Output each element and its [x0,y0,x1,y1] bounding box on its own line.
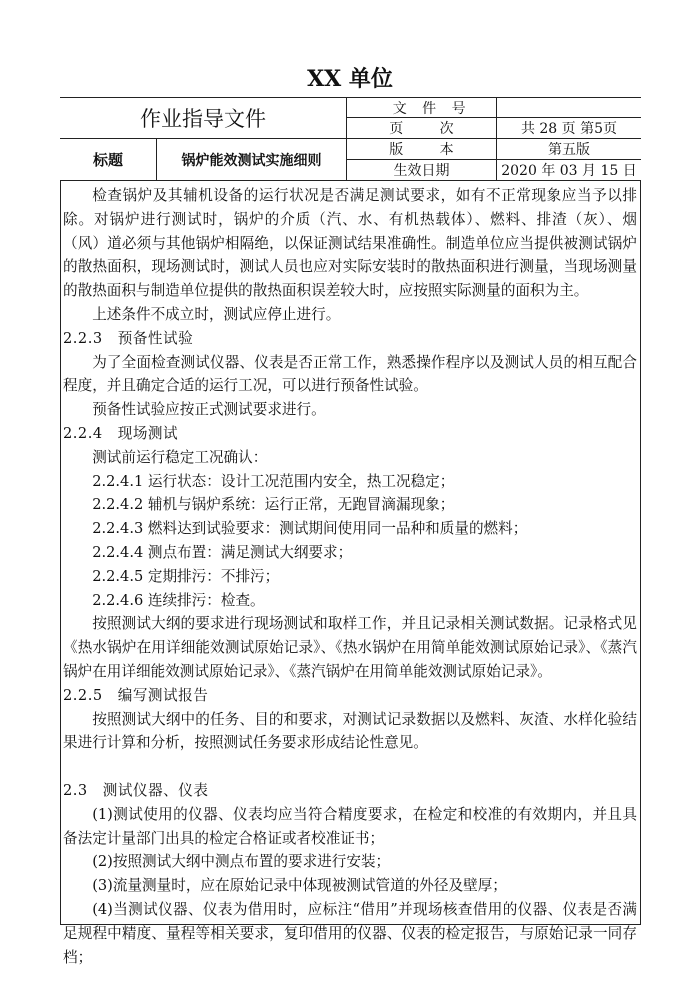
list-item: 2.2.4.1 运行状态：设计工况范围内安全，热工况稳定； [92,472,455,490]
field-value-page: 共 28 页 第5页 [520,121,618,137]
list-item: 2.2.4.5 定期排污：不排污； [92,567,280,585]
list-item: (4)当测试仪器、仪表为借用时，应标注“借用”并现场核查借用的仪器、仪表是否满足规程中精度、量程等相关要求，复印借用的仪器、仪表的检定报告，与原始记录一同存档； [63,900,637,966]
list-item: 2.2.4.6 连续排污：检查。 [92,591,265,609]
document-body [63,184,637,969]
section-heading: 2.2.5 编写测试报告 [63,686,209,704]
list-item: 2.2.4.3 燃料达到试验要求：测试期间使用同一品种和质量的燃料； [92,520,528,538]
field-value-effective-date: 2020 年 03 月 15 日 [501,163,637,179]
field-label-effective-date: 生效日期 [393,163,450,179]
paragraph: 按照测试大纲的要求进行现场测试和取样工作，并且记录相关测试数据。记录格式见《热水锅炉在用详细能效测试原始记录》、《热水锅炉在用简单能效测试原始记录》、《蒸汽锅炉在用详细能效测试原始记录》、《蒸汽锅炉在用简单能效测试原始记录》。 [63,615,637,680]
document-type: 作业指导文件 [140,107,266,131]
subject-value: 锅炉能效测试实施细则 [181,152,322,169]
paragraph: 测试前运行稳定工况确认： [92,448,268,466]
paragraph: 预备性试验应按正式测试要求进行。 [92,401,326,419]
field-value-file-no [497,98,641,117]
field-label-version: 版本 [389,142,491,158]
organization-title: XX 单位 [307,66,393,92]
field-label-file-no: 文件号 [392,100,481,117]
paragraph: 为了全面检查测试仪器、仪表是否正常工作，熟悉操作程序以及测试人员的相互配合程度，并且确定合适的运行工况，可以进行预备性试验。 [63,353,637,395]
subject-label: 标题 [92,151,123,169]
section-heading: 2.2.4 现场测试 [63,424,179,442]
field-value-version: 第五版 [548,142,590,158]
section-heading: 2.2.3 预备性试验 [63,329,194,347]
paragraph: 按照测试大纲中的任务、目的和要求，对测试记录数据以及燃料、灰渣、水样化验结果进行计算和分析，按照测试任务要求形成结论性意见。 [63,710,637,752]
list-item: (1)测试使用的仪器、仪表均应当符合精度要求，在检定和校准的有效期内，并且具备法定计量部门出具的检定合格证或者校准证书； [63,805,637,847]
list-item: (2)按照测试大纲中测点布置的要求进行安装； [92,853,391,871]
list-item: 2.2.4.2 辅机与锅炉系统：运行正常，无跑冒滴漏现象； [92,496,455,514]
field-label-page: 页次 [389,121,491,137]
list-item: 2.2.4.4 测点布置：满足测试大纲要求； [92,543,353,561]
section-heading: 2.3 测试仪器、仪表 [63,781,209,799]
paragraph: 上述条件不成立时，测试应停止进行。 [92,305,341,323]
list-item: (3)流量测量时，应在原始记录中体现被测试管道的外径及壁厚； [92,877,507,895]
document-header-table [60,97,641,181]
paragraph: 检查锅炉及其辅机设备的运行状况是否满足测试要求，如有不正常现象应当予以排除。对锅炉进行测试时，锅炉的介质（汽、水、有机热载体）、燃料、排渣（灰）、烟（风）道必须与其他锅炉相隔绝，以保证测试结果准确性。制造单位应当提供被测试锅炉的散热面积，现场测试时，测试人员也应对实际安装时的散热面积进行测量，当现场测量的散热面积与制造单位提供的散热面积误差较大时，应按照实际测量的面积为主。 [63,187,637,300]
